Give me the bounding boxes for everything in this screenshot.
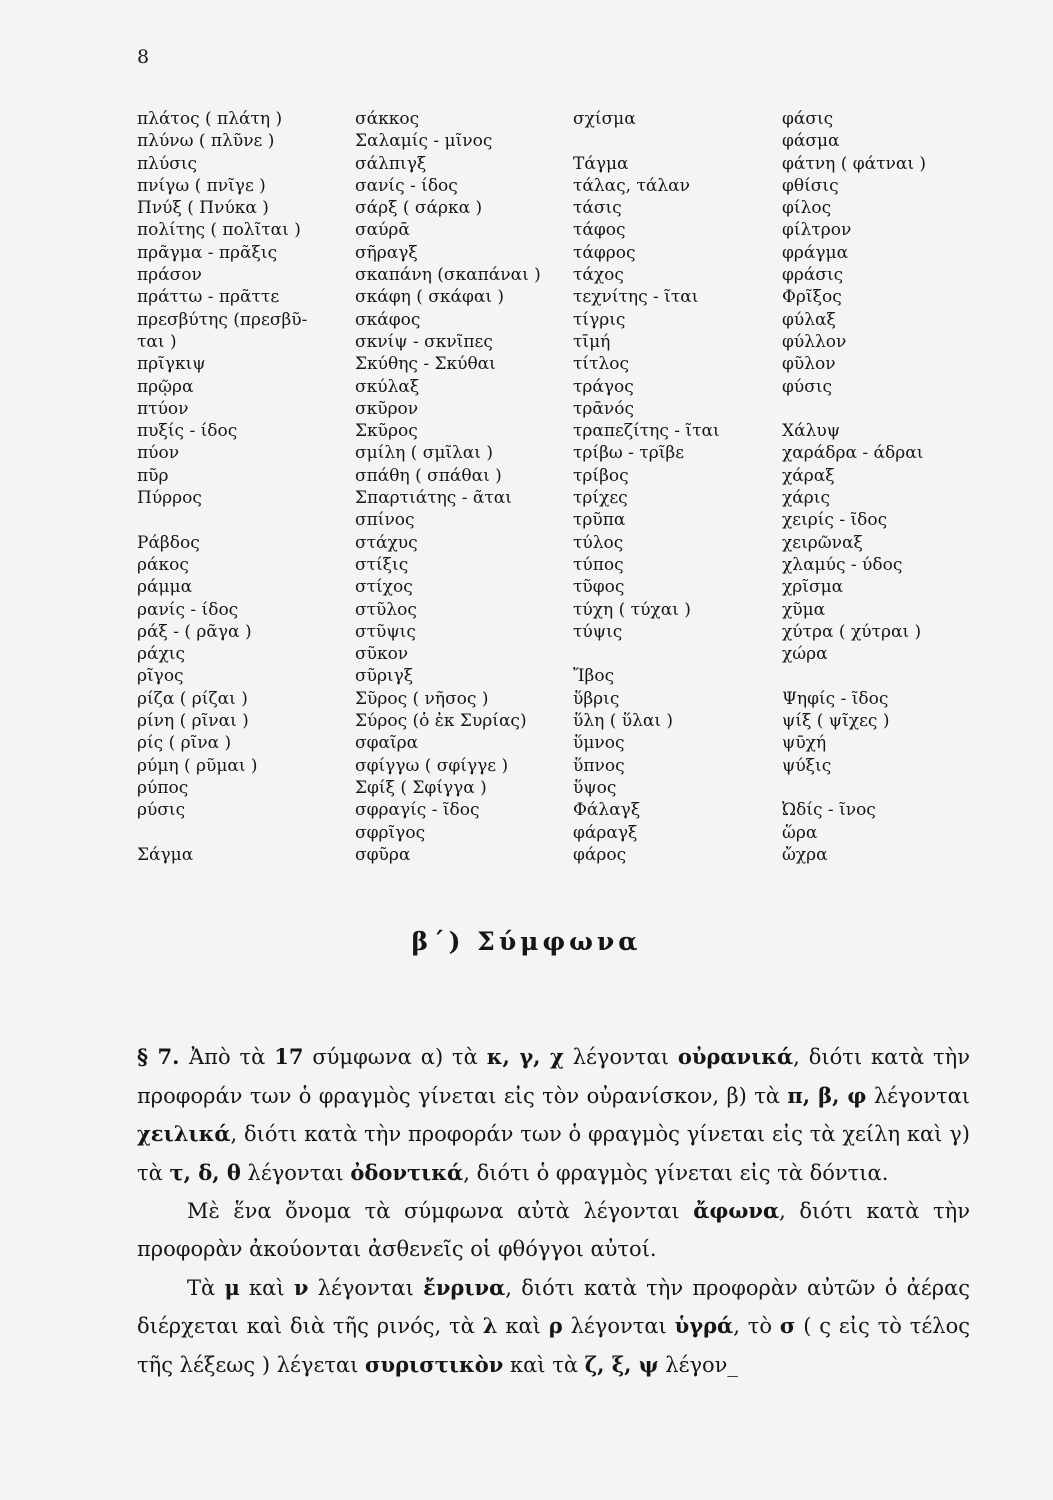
word-entry: ψύξις [782,755,832,776]
word-entry: σχίσμα [573,109,636,129]
word-entry: ράχις [137,644,185,665]
word-list-column-4 [782,108,926,866]
word-entry: φάραγξ [573,822,638,843]
word-entry: χειρίς - ῖδος [782,510,888,531]
word-entry: σπάθη ( σπάθαι ) [355,465,502,486]
text-run: Ἀπὸ τὰ [188,1045,275,1069]
text-run: λέγονται [866,1083,971,1108]
word-entry: σῦκον [355,644,409,665]
word-entry: τρίχες [573,488,628,509]
word-entry: φάσμα [782,131,840,152]
word-entry: ρίς ( ρῖνα ) [137,733,232,754]
word-entry: χλαμύς - ύδος [782,554,903,575]
word-entry: φθίσις [782,175,839,196]
text-run: , τὸ [733,1314,780,1339]
word-entry: Φάλαγξ [573,800,641,821]
word-entry: τράγος [573,376,634,397]
word-entry: Φρῖξος [782,287,842,308]
bold-term: ὑγρά [674,1313,734,1339]
word-entry: τάφος [573,220,626,241]
word-entry: Ἴβος [573,666,615,687]
bold-term: χειλικά [137,1121,231,1147]
word-entry: πολίτης ( πολῖται ) [137,220,301,241]
word-entry: πράσον [137,265,202,286]
bold-term: 17 [274,1044,304,1069]
word-entry: πρεσβύτης (πρεσβῦ- [137,309,308,330]
word-entry: στῦλος [355,599,417,620]
section-heading: β΄) Σύμφωνα [411,927,642,956]
word-entry: στίξις [355,554,409,575]
word-entry: σφρῖγος [355,822,426,843]
word-entry: φύσις [782,376,833,397]
word-entry: τρίβος [573,465,629,486]
word-entry: τρίβω - τρῖβε [573,443,685,464]
text-run: λέγονται [562,1314,675,1339]
word-entry: φῦλον [782,354,836,375]
word-list-column-2 [355,108,541,866]
word-entry: Πνύξ ( Πνύκα ) [137,198,269,219]
word-entry: φράγμα [782,242,849,263]
text-run: λέγονται [308,1275,424,1300]
text-run: καὶ [497,1314,549,1339]
bold-term: π, β, φ [787,1082,867,1108]
word-entry: ράμμα [137,577,193,598]
bold-term: ρ [548,1313,563,1339]
word-entry: Σῦρος ( νῆσος ) [355,688,489,709]
word-entry: ὥρα [782,822,818,843]
word-entry: χάραξ [782,465,835,486]
bold-term: ἄφωνα [693,1198,780,1224]
word-entry: φύλλον [782,331,847,352]
bold-term: ν [293,1274,309,1300]
bold-term: λ [482,1313,498,1339]
word-entry: ρίζα ( ρίζαι ) [137,688,248,709]
word-entry: σάλπιγξ [355,153,427,174]
word-list-column-3 [573,108,720,866]
text-run: λέγονται [240,1160,351,1185]
text-run: ( ς εἰς τὸ τέλος τῆς λέξεως ) λέγεται [137,1314,970,1377]
word-entry: σκνίψ - σκνῖπες [355,331,493,352]
word-entry: ράξ - ( ρᾶγα ) [137,621,252,642]
word-entry: σφραγίς - ῖδος [355,800,480,821]
word-entry: πύον [137,443,180,464]
word-entry: τάλας, τάλαν [573,175,690,196]
word-entry: ται ) [137,331,177,352]
word-entry: Σκύθης - Σκύθαι [355,354,496,375]
bold-term: συριστικὸν [365,1351,504,1377]
paragraph-section-7 [137,1038,970,1192]
word-entry: πρῷρα [137,376,194,397]
word-entry: σκύλαξ [355,376,420,397]
word-entry: Σαλαμίς - μῖνος [355,131,493,152]
text-run: καὶ τὰ [503,1352,585,1377]
bold-term: οὐρανικά [677,1044,794,1069]
bold-term: ὀδοντικά [350,1159,464,1185]
word-entry: σαύρᾱ [355,220,410,241]
text-run: , διότι ὁ φραγμὸς γίνεται εἰς τὰ δόντια. [463,1160,889,1185]
word-entry [782,777,926,799]
word-entry: ὕβρις [573,688,620,709]
word-entry: ρανίς - ίδος [137,599,239,620]
word-entry: Χάλυψ [782,421,841,442]
word-entry: Σπαρτιάτης - ᾶται [355,488,512,509]
text-run: , διότι κατὰ τὴν προφοράν των ὁ φραγμὸς γίνεται εἰς τὰ χείλη καὶ γ) τὰ [137,1122,970,1185]
word-entry: Τάγμα [573,153,629,174]
word-entry: πλύσις [137,153,198,174]
word-entry [573,130,720,152]
word-entry: στάχυς [355,532,418,553]
word-entry: ρύσις [137,800,186,821]
word-entry: πράττω - πρᾶττε [137,287,280,308]
word-entry: πρᾶγμα - πρᾶξις [137,242,278,263]
text-run: , διότι κατὰ τὴν προφορὰν ἀκούονται ἀσθενεῖς οἱ φθόγγοι αὐτοί. [137,1199,970,1261]
word-entry: φίλτρον [782,220,852,241]
word-entry: χειρῶναξ [782,532,863,553]
word-entry: Ψηφίς - ῖδος [782,688,889,709]
word-entry: σκῦρον [355,398,419,419]
word-entry: χάρις [782,488,830,509]
word-entry: φάρος [573,844,627,865]
word-entry: φράσις [782,265,844,286]
paragraph-enrina [137,1269,970,1385]
word-entry: σῦριγξ [355,666,414,687]
word-entry: πῦρ [137,465,169,486]
bold-term: τ, δ, θ [169,1159,241,1185]
word-entry: σμίλη ( σμῖλαι ) [355,443,493,464]
word-entry: ὕψος [573,777,617,798]
word-entry [782,665,926,687]
bold-term: κ, γ, χ [486,1044,564,1069]
word-entry: στίχος [355,577,413,598]
word-entry: τάχος [573,265,624,286]
text-run: Τὰ [187,1275,225,1300]
word-entry [137,509,307,531]
word-entry: σκαπάνη (σκαπάναι ) [355,265,541,286]
word-entry: Πύρρος [137,488,202,509]
word-entry: στῦψις [355,621,416,642]
word-entry: τύλος [573,532,624,553]
word-entry: τῦφος [573,577,625,598]
word-entry: σφαῖρα [355,733,419,754]
word-entry: χρῖσμα [782,577,844,598]
word-entry [782,398,926,420]
word-list-column-1 [137,108,307,866]
word-entry: σφίγγω ( σφίγγε ) [355,755,509,776]
text-run: καὶ [239,1275,294,1300]
word-entry: σκάφη ( σκάφαι ) [355,287,505,308]
word-entry: τεχνίτης - ῖται [573,287,699,308]
word-entry: πνίγω ( πνῖγε ) [137,175,266,196]
word-entry: ὕμνος [573,733,625,754]
word-entry: ὕλη ( ὕλαι ) [573,711,674,732]
word-entry: ρύπος [137,777,189,798]
page-number: 8 [137,46,150,68]
word-entry: χῦμα [782,599,826,620]
text-run: σύμφωνα α) τὰ [303,1045,487,1069]
word-entry: ρύμη ( ρῦμαι ) [137,755,258,776]
word-entry: τάφρος [573,242,636,263]
word-entry: σφῦρα [355,844,411,865]
text-run: λέγονται [563,1045,678,1069]
word-entry: χύτρα ( χύτραι ) [782,621,922,642]
word-entry: σάκκος [355,109,420,129]
word-entry: τίγρις [573,309,626,330]
word-entry: τῑμή [573,331,611,352]
word-entry: ψίξ ( ψῖχες ) [782,711,890,732]
paragraph-afona [137,1192,970,1268]
word-entry: ὤχρα [782,844,828,865]
word-entry: τύπος [573,554,624,575]
word-entry: τραπεζίτης - ῖται [573,421,720,442]
bold-term: ζ, ξ, ψ [584,1351,659,1377]
word-entry: σάρξ ( σάρκα ) [355,198,483,219]
word-entry: τρῦπα [573,510,626,531]
word-entry: τύψις [573,621,623,642]
word-entry: πυξίς - ίδος [137,421,238,442]
bold-term: μ [224,1274,240,1300]
word-entry: Ράβδος [137,532,200,553]
word-entry: τάσις [573,198,622,219]
bold-term: § 7. [137,1044,189,1069]
word-entry: Σκῦρος [355,421,418,442]
word-entry: φάσις [782,109,834,129]
word-entry: φίλος [782,198,832,219]
word-entry: φάτνη ( φάτναι ) [782,153,927,174]
text-run: , διότι κατὰ τὴν προφοράν των ὁ φραγμὸς γίνεται εἰς τὸν οὐρανίσκον, β) τὰ [137,1045,970,1108]
word-entry: πλύνω ( πλῦνε ) [137,131,275,152]
word-entry: ρῖγος [137,666,184,687]
word-entry: χαράδρα - άδραι [782,443,924,464]
word-entry: Ὠδίς - ῖνος [782,800,876,821]
word-entry: ψῡχή [782,733,827,754]
word-entry: Σύρος (ὁ ἐκ Συρίας) [355,711,527,732]
bold-term: ἔνρινα [423,1274,506,1300]
word-entry [573,643,720,665]
word-entry: πρῖγκιψ [137,354,206,375]
word-entry: ράκος [137,554,189,575]
word-entry: Σφίξ ( Σφίγγα ) [355,777,487,798]
body-text [137,1038,970,1384]
word-entry: ρίνη ( ρῖναι ) [137,711,249,732]
word-entry: τίτλος [573,354,630,375]
bold-term: σ [779,1313,796,1339]
word-entry: τρᾱνός [573,398,634,419]
word-entry [137,822,307,844]
word-entry: χώρα [782,644,828,665]
word-entry: φύλαξ [782,309,836,330]
word-entry: πλάτος ( πλάτη ) [137,109,283,129]
text-run: Μὲ ἕνα ὄνομα τὰ σύμφωνα αὐτὰ λέγονται [187,1199,694,1224]
text-run: , διότι κατὰ τὴν προφορὰν αὐτῶν ὁ ἀέρας διέρχεται καὶ διὰ τῆς ρινός, τὰ [137,1275,970,1339]
word-entry: σῆραγξ [355,242,418,263]
text-run: λέγον_ [658,1352,738,1377]
word-entry: σπίνος [355,510,415,531]
word-entry: τύχη ( τύχαι ) [573,599,691,620]
word-entry: πτύον [137,398,189,419]
word-entry: σανίς - ίδος [355,175,458,196]
word-entry: ὕπνος [573,755,625,776]
word-entry: Σάγμα [137,844,194,865]
word-entry: σκάφος [355,309,421,330]
